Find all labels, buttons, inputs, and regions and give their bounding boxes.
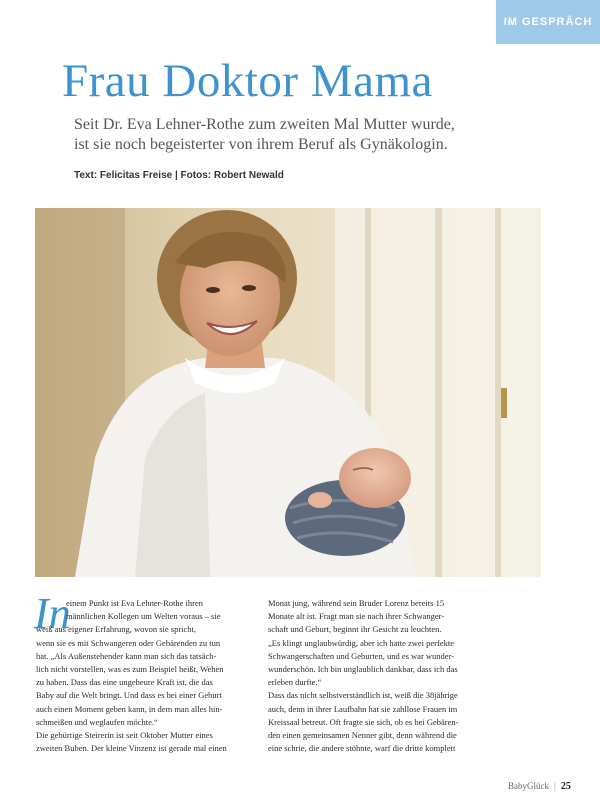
text-line: lich nicht vorstellen, was es zum Beispiel heißt, Wehen	[36, 664, 224, 675]
article-column-1	[36, 597, 248, 755]
text-line: zweiten Buben. Der kleine Vinzenz ist gerade mal einen	[36, 743, 227, 754]
section-tag: IM GESPRÄCH	[496, 0, 600, 44]
text-line: wenn sie es mit Schwangeren oder Gebärenden zu tun	[36, 637, 221, 648]
text-line: Dass das nicht selbstverständlich ist, weiß die 38jährige	[268, 690, 458, 701]
article-headline: Frau Doktor Mama	[62, 55, 433, 107]
text-line: „Es klingt unglaubwürdig, aber ich hatte zwei perfekte	[268, 637, 454, 648]
text-line: erleben durfte.“	[268, 677, 322, 688]
text-line: weiß aus eigener Erfahrung, wovon sie spricht,	[36, 624, 197, 635]
article-intro	[74, 115, 504, 155]
text-line: männlichen Kollegen um Welten voraus – sie	[66, 611, 221, 622]
text-line: auch einen Moment geben kann, in dem man alles hin-	[36, 703, 223, 714]
text-line: schaft und Geburt, beginnt ihr Gesicht zu leuchten.	[268, 624, 442, 635]
article-credits: Text: Felicitas Freise | Fotos: Robert Newald	[74, 170, 284, 181]
text-line: hat. „Als Außenstehender kann man sich das tatsäch-	[36, 650, 217, 661]
text-line: Monate alt ist. Fragt man sie nach ihrer Schwanger-	[268, 611, 445, 622]
text-line: Kreissaal betreut. Oft fragte sie sich, ob es bei Gebären-	[268, 716, 459, 727]
text-line: den einen gemeinsamen Nenner gibt, denn während die	[268, 730, 457, 741]
intro-line: ist sie noch begeisterter von ihrem Beruf als Gynäkologin.	[74, 136, 448, 153]
text-line: eine schrie, die andere stöhnte, warf die dritte komplett	[268, 743, 456, 754]
photo-illustration	[35, 208, 541, 577]
page-footer	[508, 781, 571, 792]
magazine-name: BabyGlück	[508, 781, 549, 791]
text-line: schmeißen und weglaufen möchte.“	[36, 716, 158, 727]
page-number: 25	[560, 781, 571, 792]
text-line: wunderschön. Ich bin unglaublich dankbar, dass ich das	[268, 664, 458, 675]
article-photo	[35, 208, 541, 577]
text-line: einem Punkt ist Eva Lehner-Rothe ihren	[66, 598, 203, 608]
text-line: Monat jung, während sein Bruder Lorenz bereits 15	[268, 598, 445, 608]
text-line: Die gebürtige Steirerin ist seit Oktober Mutter eines	[36, 730, 213, 741]
intro-line: Seit Dr. Eva Lehner-Rothe zum zweiten Mal Mutter wurde,	[74, 116, 455, 133]
text-line: Schwangerschaften und Geburten, und es war wunder-	[268, 650, 455, 661]
text-line: Baby auf die Welt bringt. Und dass es bei einer Geburt	[36, 690, 222, 701]
article-column-2	[268, 597, 480, 755]
footer-separator: |	[554, 781, 556, 791]
text-line: auch, denn in ihrer Laufbahn hat sie zahllose Frauen im	[268, 703, 458, 714]
text-line: zu haben. Dass das eine ungeheure Kraft ist, die das	[36, 677, 213, 688]
dropcap: In	[34, 589, 71, 638]
